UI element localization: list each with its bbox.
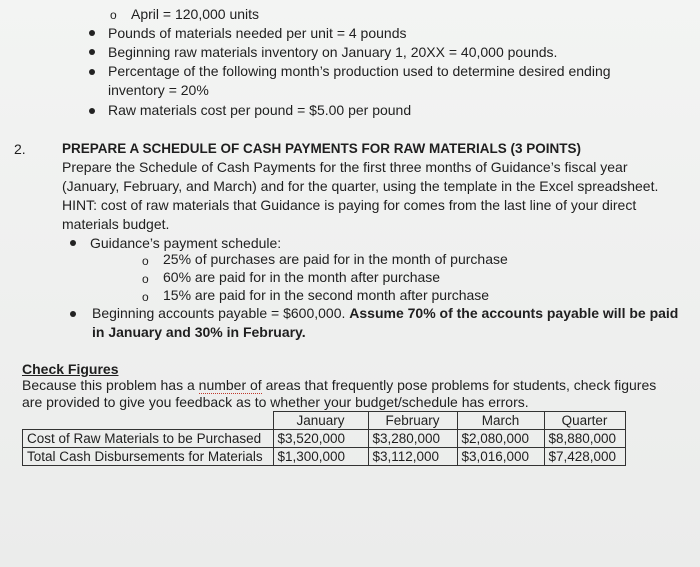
- table-cell: $3,280,000: [368, 430, 457, 448]
- bullet-icon: [89, 69, 95, 75]
- section-number: 2.: [14, 141, 26, 157]
- row-label: Cost of Raw Materials to be Purchased: [23, 430, 274, 448]
- list-item: Pounds of materials needed per unit = 4 pounds: [108, 25, 407, 41]
- table-cell: $7,428,000: [544, 448, 625, 466]
- row-label: Total Cash Disbursements for Materials: [23, 448, 274, 466]
- schedule-item: 25% of purchases are paid for in the month of purchase: [163, 251, 508, 267]
- bullet-icon: [89, 30, 95, 36]
- check-figures-text-line: [22, 376, 656, 394]
- circle-bullet-icon: o: [142, 290, 149, 304]
- table-cell: $3,112,000: [368, 448, 457, 466]
- sub-item-april: April = 120,000 units: [131, 6, 260, 22]
- list-item-continued: inventory = 20%: [108, 82, 209, 98]
- accounts-payable-assumption-continued: in January and 30% in February.: [92, 324, 306, 340]
- circle-bullet-icon: o: [142, 272, 149, 286]
- check-figures-title: Check Figures: [22, 361, 119, 377]
- table-corner-cell: [23, 412, 274, 430]
- table-cell: $1,300,000: [273, 448, 368, 466]
- accounts-payable-text: Beginning accounts payable = $600,000.: [92, 305, 350, 321]
- list-item: Beginning raw materials inventory on January 1, 20XX = 40,000 pounds.: [108, 44, 558, 60]
- payment-schedule-label: Guidance’s payment schedule:: [90, 235, 282, 251]
- accounts-payable-assumption: Assume 70% of the accounts payable will be paid: [349, 305, 679, 321]
- paragraph-line: (January, February, and March) and for the quarter, using the template in the Excel spreadsheet.: [62, 178, 659, 194]
- table-cell: $2,080,000: [457, 430, 544, 448]
- text-fragment: areas that frequently pose problems for students, check figures: [261, 377, 657, 393]
- schedule-item: 15% are paid for in the second month after purchase: [163, 287, 490, 303]
- column-header: Quarter: [544, 412, 625, 430]
- bullet-icon: [70, 240, 76, 246]
- column-header: February: [368, 412, 457, 430]
- paragraph-line: materials budget.: [62, 216, 170, 232]
- text-fragment: Because this problem has a: [22, 377, 199, 393]
- bullet-icon: [89, 108, 95, 114]
- bullet-icon: [70, 311, 76, 317]
- table-cell: $8,880,000: [544, 430, 625, 448]
- column-header: March: [457, 412, 544, 430]
- circle-bullet-icon: o: [142, 254, 149, 268]
- schedule-item: 60% are paid for in the month after purchase: [163, 269, 441, 285]
- text-fragment-flagged: number of: [198, 377, 262, 393]
- check-figures-text-line: are provided to give you feedback as to whether your budget/schedule has errors.: [22, 394, 529, 410]
- circle-bullet-icon: o: [110, 8, 117, 22]
- list-item: Percentage of the following month’s production used to determine desired ending: [108, 63, 611, 79]
- paragraph-line: HINT: cost of raw materials that Guidance is paying for comes from the last line of your direct: [62, 197, 637, 213]
- table-cell: $3,016,000: [457, 448, 544, 466]
- paragraph-line: Prepare the Schedule of Cash Payments for the first three months of Guidance’s fiscal year: [62, 159, 628, 175]
- section-heading: PREPARE A SCHEDULE OF CASH PAYMENTS FOR RAW MATERIALS (3 POINTS): [62, 141, 582, 156]
- table-row: [23, 448, 626, 466]
- accounts-payable-line: [92, 304, 678, 322]
- list-item: Raw materials cost per pound = $5.00 per pound: [108, 102, 412, 118]
- table-cell: $3,520,000: [273, 430, 368, 448]
- check-figures-table: [22, 411, 626, 466]
- table-row: [23, 430, 626, 448]
- column-header: January: [273, 412, 368, 430]
- table-header-row: [23, 412, 626, 430]
- bullet-icon: [89, 49, 95, 55]
